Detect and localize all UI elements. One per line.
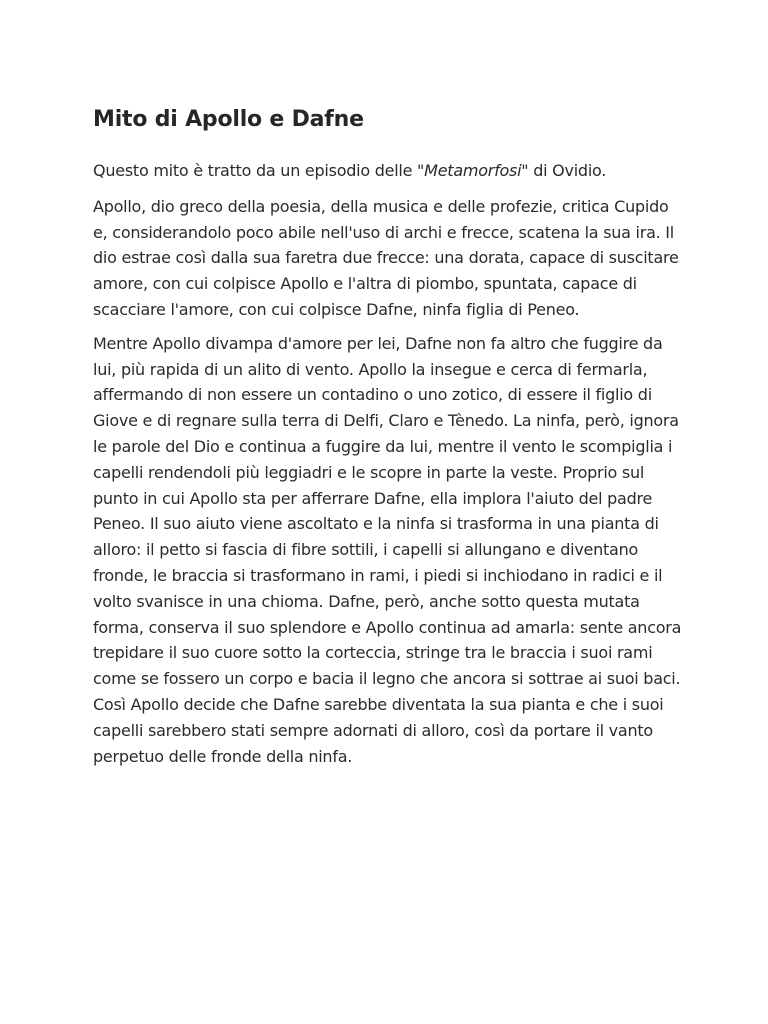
intro-paragraph: [93, 158, 683, 184]
intro-text-start: Questo mito è tratto da un episodio delle ": [93, 161, 425, 180]
paragraph-cupid-arrows: Apollo, dio greco della poesia, della musica e delle profezie, critica Cupido e, considerandolo poco abile nell'uso di archi e frecce, scatena la sua ira. Il dio estrae così dalla sua faretra due frecce: una dorata, capace di suscitare amore, con cui colpisce Apollo e l'altra di piombo, spuntata, capace di scacciare l'amore, con cui colpisce Dafne, ninfa figlia di Peneo.: [93, 196, 679, 319]
paragraph-daphne-transformation: Mentre Apollo divampa d'amore per lei, Dafne non fa altro che fuggire da lui, più rapida di un alito di vento. Apollo la insegue e cerca di fermarla, affermando di non essere un contadino o uno zotico, di essere il figlio di Giove e di regnare sulla terra di Delfi, Claro e Tènedo. La ninfa, però, ignora le parole del Dio e continua a fuggire da lui, mentre il vento le scompiglia i capelli rendendoli più leggiadri e le scopre in parte la veste. Proprio sul punto in cui Apollo sta per afferrare Dafne, ella implora l'aiuto del padre Peneo. Il suo aiuto viene ascoltato e la ninfa si trasforma in una pianta di alloro: il petto si fascia di fibre sottili, i capelli si allungano e diventano fronde, le braccia si trasformano in rami, i piedi si inchiodano in radici e il volto svanisce in una chioma. Dafne, però, anche sotto questa mutata forma, conserva il suo splendore e Apollo continua ad amarla: sente ancora trepidare il suo cuore sotto la corteccia, stringe tra le braccia i suoi rami come se fossero un corpo e bacia il legno che ancora si sottrae ai suoi baci. Così Apollo decide che Dafne sarebbe diventata la sua pianta e che i suoi capelli sarebbero stati sempre adornati di alloro, così da portare il vanto perpetuo delle fronde della ninfa.: [93, 333, 682, 766]
document-title: Mito di Apollo e Dafne: [93, 107, 364, 132]
work-title: Metamorfosi: [424, 161, 522, 180]
intro-text-end: " di Ovidio.: [521, 161, 607, 180]
document-page: [93, 104, 683, 777]
